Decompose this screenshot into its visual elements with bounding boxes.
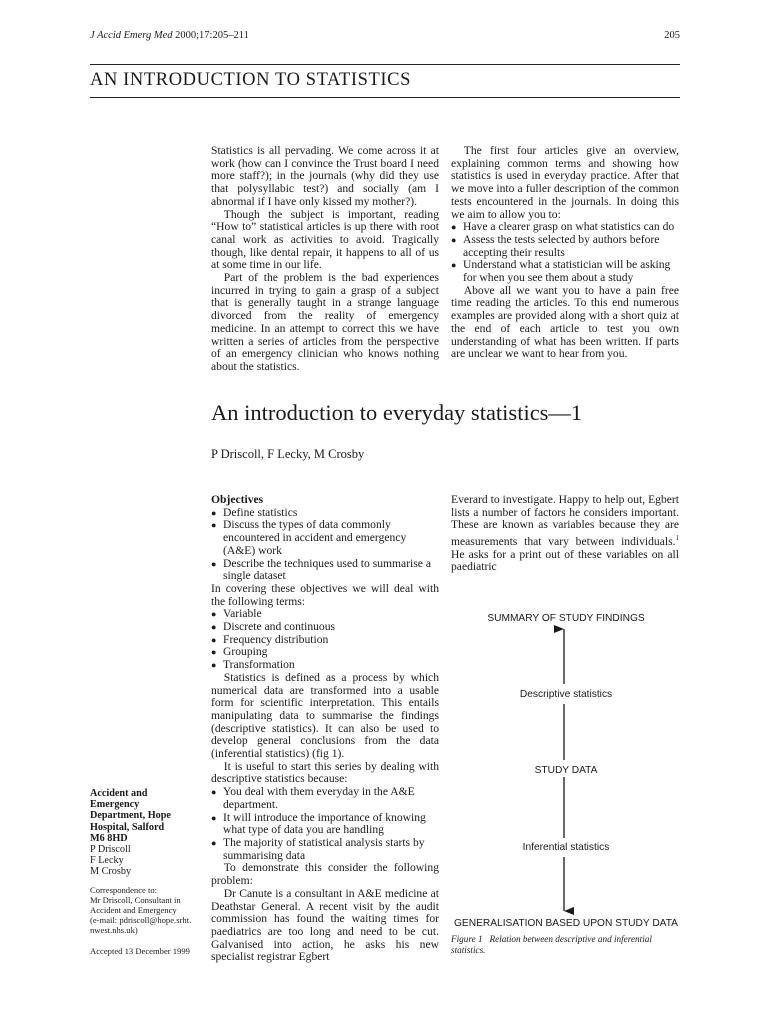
- list-item: ● Variable: [211, 608, 439, 621]
- correspondence-line: nwest.nhs.uk): [90, 925, 138, 935]
- intro-right-column: [451, 145, 679, 361]
- figure-label-inferential: Inferential statistics: [522, 842, 610, 853]
- list-item: ● Assess the tests selected by authors before accepting their results: [451, 234, 679, 259]
- article-left-column: [211, 494, 439, 964]
- top-rule: [90, 64, 680, 65]
- figure-label-study-data: STUDY DATA: [534, 765, 598, 776]
- affiliation-line: Department, Hope: [90, 810, 171, 822]
- intro-paragraph: Though the subject is important, reading “How to” statistical articles is up there with root canal work as activities to avoid. Tragically though, like dental repair, it happens to all of us at some time in our life.: [211, 207, 439, 272]
- body-paragraph: Statistics is defined as a process by which numerical data are transformed into a usable form for scientific interpretation. This entails manipulating data to summarise the findings (descriptive statistics). It can also be used to develop general conclusions from the data (inferential statistics) (fig 1).: [211, 670, 439, 761]
- affiliation-author: P Driscoll: [90, 844, 131, 856]
- list-item: ● Transformation: [211, 659, 439, 672]
- figure-label-descriptive: Descriptive statistics: [519, 689, 613, 700]
- article-right-column: [451, 494, 679, 574]
- list-item: ● Grouping: [211, 646, 439, 659]
- list-item: ● Frequency distribution: [211, 634, 439, 647]
- affiliation-author: M Crosby: [90, 866, 132, 878]
- list-item: ● Discrete and continuous: [211, 621, 439, 634]
- body-paragraph: Dr Canute is a consultant in A&E medicine at Deathstar General. A recent visit by the audit commission has found the waiting times for paediatrics are too long and need to be cut. Galvanised into action, he asks his new specialist registrar Egbert: [211, 886, 439, 964]
- figure-caption: [451, 934, 679, 955]
- list-item: ● Understand what a statistician will be asking for when you see them about a study: [451, 259, 679, 284]
- terms-intro: In covering these objectives we will deal with the following terms:: [211, 581, 439, 608]
- body-paragraph: To demonstrate this consider the following problem:: [211, 861, 439, 888]
- affiliation-line: Accident and: [90, 788, 148, 799]
- affiliation-line: Emergency: [90, 799, 140, 811]
- intro-paragraph: Statistics is all pervading. We come across it at work (how can I convince the Trust board I need more staff?); in the journals (why did they use that polysyllabic test?) and socially (am I abnormal if I have only kissed my mother?).: [211, 144, 439, 208]
- intro-aims-list: [451, 221, 679, 285]
- page-number: 205: [664, 30, 680, 41]
- reasons-list: [211, 786, 439, 862]
- journal-reference: [90, 30, 249, 41]
- article-authors: P Driscoll, F Lecky, M Crosby: [211, 447, 365, 461]
- intro-paragraph: The first four articles give an overview, explaining common terms and showing how statistics is used in everyday practice. After that we move into a fuller description of the common tests encountered in the journals. In doing this we aim to allow you to:: [451, 144, 679, 221]
- body-text: Everard to investigate. Happy to help out, Egbert lists a number of factors he considers important. These are known as variables because they are measurements that vary between individuals.: [451, 493, 679, 548]
- body-paragraph: [451, 494, 679, 574]
- correspondence-line: Correspondence to:: [90, 885, 158, 895]
- body-paragraph: It is useful to start this series by dealing with descriptive statistics because:: [211, 759, 439, 786]
- objectives-heading: Objectives: [211, 493, 264, 506]
- series-rule: [90, 97, 680, 98]
- list-item: ● It will introduce the importance of knowing what type of data you are handling: [211, 812, 439, 837]
- intro-paragraph: Part of the problem is the bad experiences incurred in trying to gain a grasp of a subject that is generally taught in a strange language divorced from the reality of emergency medicine. In an attempt to correct this we have written a series of articles from the perspective of an emergency clinician who knows nothing about the statistics.: [211, 271, 439, 373]
- series-title: AN INTRODUCTION TO STATISTICS: [90, 70, 412, 90]
- figure-label-generalisation: GENERALISATION BASED UPON STUDY DATA: [454, 918, 678, 929]
- body-text: He asks for a print out of these variables on all paediatric: [451, 547, 679, 574]
- intro-left-column: [211, 145, 439, 374]
- list-item: ● Define statistics: [211, 507, 439, 520]
- figure-caption-label: Figure 1: [451, 934, 483, 944]
- correspondence-line: Mr Driscoll, Consultant in: [90, 895, 181, 905]
- correspondence-line: (e-mail: pdriscoll@hope.srht.: [90, 915, 192, 925]
- list-item: ● Describe the techniques used to summarise a single dataset: [211, 558, 439, 583]
- affiliation-line: Hospital, Salford: [90, 821, 165, 833]
- affiliation-line: M6 8HD: [90, 832, 128, 844]
- reference-marker: 1: [675, 534, 679, 543]
- terms-list: [211, 608, 439, 672]
- correspondence-note: [90, 885, 202, 935]
- article-title: An introduction to everyday statistics—1: [211, 400, 583, 425]
- figure-label-summary: SUMMARY OF STUDY FINDINGS: [487, 613, 645, 624]
- list-item: ● The majority of statistical analysis starts by summarising data: [211, 837, 439, 862]
- author-affiliation: [90, 788, 202, 878]
- journal-abbrev: J Accid Emerg Med: [90, 30, 173, 41]
- list-item: ● Have a clearer grasp on what statistics can do: [451, 221, 679, 234]
- objectives-list: [211, 507, 439, 583]
- figure-1: [451, 605, 681, 935]
- figure-caption-text: Relation between descriptive and inferential statistics.: [451, 934, 652, 955]
- intro-paragraph: Above all we want you to have a pain free time reading the articles. To this end numerous examples are provided along with a short quiz at the end of each article to test you own understanding of what has been written. If parts are unclear we want to hear from you.: [451, 283, 679, 361]
- affiliation-author: F Lecky: [90, 855, 124, 867]
- list-item: ● Discuss the types of data commonly encountered in accident and emergency (A&E) work: [211, 519, 439, 557]
- accepted-date: Accepted 13 December 1999: [90, 946, 190, 956]
- list-item: ● You deal with them everyday in the A&E department.: [211, 786, 439, 811]
- correspondence-line: Accident and Emergency: [90, 905, 177, 915]
- journal-citation: 2000;17:205–211: [172, 30, 249, 41]
